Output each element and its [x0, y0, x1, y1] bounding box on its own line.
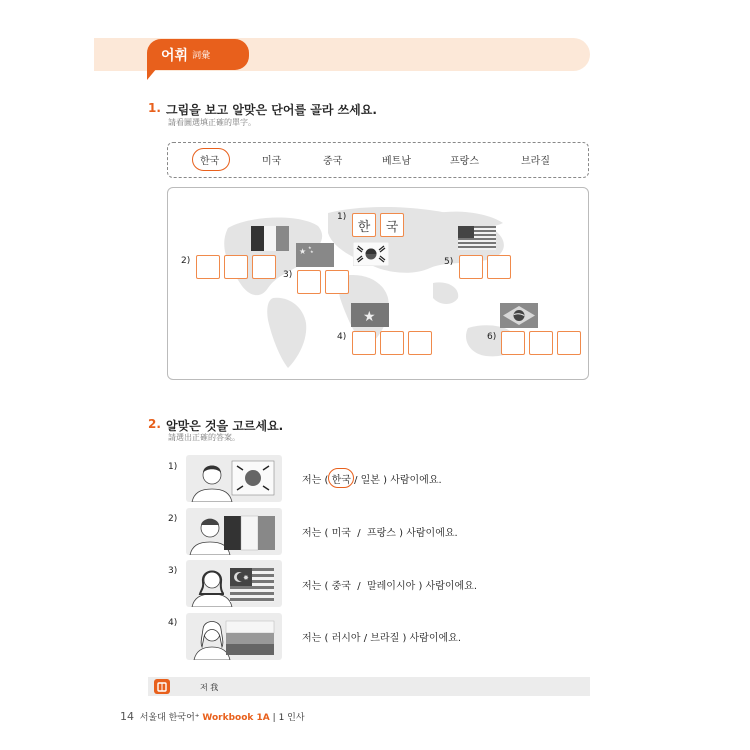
person-with-korean-flag-image: [186, 455, 282, 502]
vocabulary-text: 저 我: [200, 683, 219, 692]
word-bank-item[interactable]: 한국: [200, 156, 220, 167]
south-korea-flag-icon: [353, 242, 389, 266]
word-bank-item[interactable]: 브라질: [521, 156, 550, 167]
answer-box[interactable]: [408, 331, 432, 355]
svg-text:★: ★: [310, 249, 314, 254]
q2-item-label: 1): [168, 462, 178, 472]
answer-box[interactable]: [557, 331, 581, 355]
q2-title: 알맞은 것을 고르세요.: [166, 419, 284, 433]
q2-sentence: 저는 ( 러시아 / 브라질 ) 사람이에요.: [302, 633, 462, 644]
series-name: 서울대 한국어⁺: [139, 713, 200, 723]
q1-title: 그림을 보고 알맞은 단어를 골라 쓰세요.: [166, 103, 377, 117]
section-tab: [147, 39, 249, 70]
world-map-image: [168, 188, 589, 380]
q1-number: 1.: [148, 101, 161, 115]
word-bank-item[interactable]: 베트남: [382, 156, 411, 167]
section-subtitle: 詞彙: [192, 51, 211, 61]
brazil-flag-icon: [500, 303, 538, 328]
answer-box[interactable]: [487, 255, 511, 279]
answer-box[interactable]: [380, 331, 404, 355]
q1-item-label: 4): [337, 332, 347, 342]
footer-separator: |: [272, 713, 276, 723]
svg-text:✸: ✸: [243, 574, 249, 582]
answer-box[interactable]: [459, 255, 483, 279]
answer-box[interactable]: [252, 255, 276, 279]
answer-box[interactable]: 한: [352, 213, 376, 237]
person-card: [186, 613, 282, 660]
q1-item-label: 5): [444, 257, 454, 267]
svg-text:★: ★: [299, 247, 307, 256]
q1-item-label: 3): [283, 270, 293, 280]
q1-item-label: 2): [181, 256, 191, 266]
q2-sentence: 저는 ( 한국 / 일본 ) 사람이에요.: [302, 475, 442, 486]
word-bank-item[interactable]: 프랑스: [450, 156, 479, 167]
china-flag-icon: [296, 243, 334, 267]
person-with-russian-flag-image: [186, 613, 282, 660]
word-bank-item[interactable]: 중국: [323, 156, 343, 167]
q2-sentence: 저는 ( 중국 / 말레이시아 ) 사람이에요.: [302, 581, 478, 592]
usa-flag-icon: [458, 226, 496, 250]
q2-item-label: 4): [168, 618, 178, 628]
selected-answer-circle: [328, 468, 354, 488]
q2-item-label: 2): [168, 514, 178, 524]
page-number: 14: [120, 710, 134, 723]
vocabulary-icon: [154, 679, 170, 694]
answer-box[interactable]: [297, 270, 321, 294]
answer-box[interactable]: [352, 331, 376, 355]
q2-sentence: 저는 ( 미국 / 프랑스 ) 사람이에요.: [302, 528, 458, 539]
word-bank-item[interactable]: 미국: [262, 156, 282, 167]
q2-number: 2.: [148, 417, 161, 431]
south-america-shape: [267, 298, 306, 368]
world-map-panel: [167, 187, 589, 380]
person-with-malaysian-flag-image: [186, 560, 282, 607]
person-card: [186, 455, 282, 502]
book-icon: [157, 682, 167, 692]
answer-box[interactable]: [325, 270, 349, 294]
q2-item-label: 3): [168, 566, 178, 576]
vietnam-flag-icon: [351, 303, 389, 327]
q1-subtitle: 請看圖選填正確的單字。: [168, 118, 256, 127]
q2-subtitle: 請選出正確的答案。: [168, 433, 240, 442]
q1-item-label: 1): [337, 212, 347, 222]
q1-item-label: 6): [487, 332, 497, 342]
person-card: [186, 560, 282, 607]
svg-text:★: ★: [308, 245, 312, 250]
chapter-name: 1 인사: [278, 713, 305, 723]
page-footer: [120, 710, 305, 723]
answer-box[interactable]: [224, 255, 248, 279]
person-card: [186, 508, 282, 555]
answer-box[interactable]: [529, 331, 553, 355]
section-title: 어휘: [161, 47, 189, 64]
france-flag-icon: [251, 226, 289, 251]
answer-box[interactable]: [196, 255, 220, 279]
answer-box[interactable]: 국: [380, 213, 404, 237]
southeast-asia-shape: [433, 282, 458, 304]
answer-box[interactable]: [501, 331, 525, 355]
svg-text:★: ★: [363, 309, 376, 325]
person-with-french-flag-image: [186, 508, 282, 555]
book-name: Workbook 1A: [202, 713, 270, 723]
